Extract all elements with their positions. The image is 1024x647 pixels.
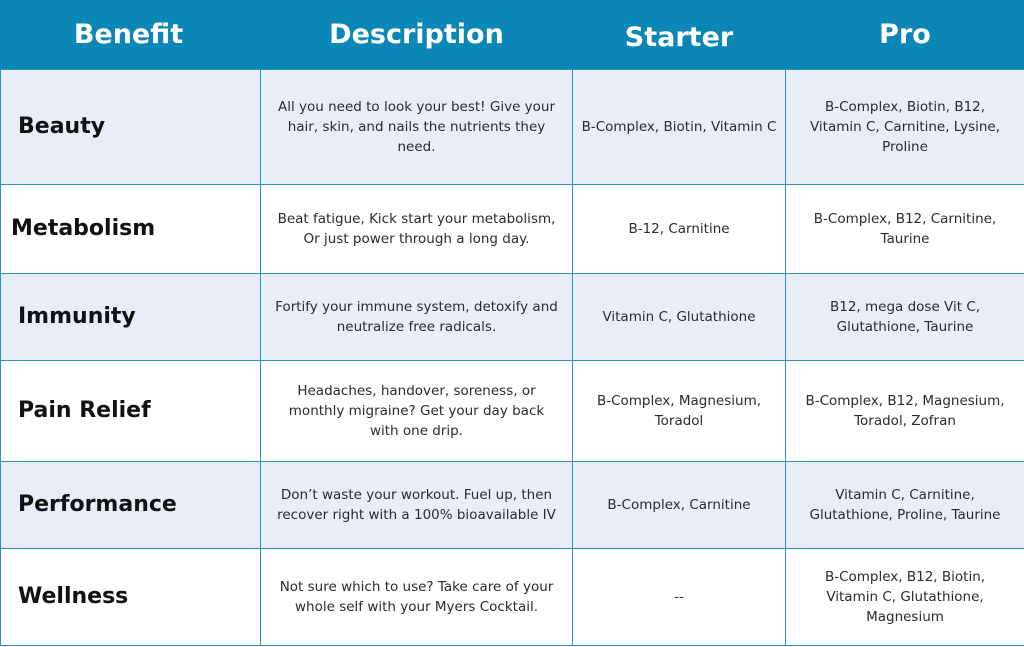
header-pro: Pro <box>786 0 1024 69</box>
benefit-name: Performance <box>1 461 261 548</box>
table-row <box>1 461 1024 548</box>
benefit-description: Don’t waste your workout. Fuel up, then recover right with a 100% bioavailable IV <box>261 461 573 548</box>
benefit-name: Pain Relief <box>1 360 261 461</box>
benefit-description: Fortify your immune system, detoxify and neutralize free radicals. <box>261 273 573 360</box>
benefit-name: Metabolism <box>1 184 261 273</box>
benefit-description: All you need to look your best! Give your hair, skin, and nails the nutrients they need. <box>261 69 573 184</box>
benefit-name: Beauty <box>1 69 261 184</box>
header-benefit: Benefit <box>1 0 261 69</box>
pro-ingredients: B-Complex, B12, Carnitine, Taurine <box>786 184 1024 273</box>
benefit-description: Not sure which to use? Take care of your whole self with your Myers Cocktail. <box>261 548 573 645</box>
header-starter: Starter <box>573 0 786 69</box>
table-row <box>1 273 1024 360</box>
starter-ingredients: Vitamin C, Glutathione <box>573 273 786 360</box>
table-header-row <box>1 0 1024 69</box>
pro-ingredients: B-Complex, B12, Biotin, Vitamin C, Glutathione, Magnesium <box>786 548 1024 645</box>
table-row <box>1 69 1024 184</box>
pro-ingredients: B12, mega dose Vit C, Glutathione, Taurine <box>786 273 1024 360</box>
benefit-description: Headaches, handover, soreness, or monthly migraine? Get your day back with one drip. <box>261 360 573 461</box>
table-row <box>1 548 1024 645</box>
benefit-description: Beat fatigue, Kick start your metabolism, Or just power through a long day. <box>261 184 573 273</box>
starter-ingredients: B-Complex, Biotin, Vitamin C <box>573 69 786 184</box>
benefit-name: Immunity <box>1 273 261 360</box>
starter-ingredients: B-12, Carnitine <box>573 184 786 273</box>
pro-ingredients: B-Complex, B12, Magnesium, Toradol, Zofran <box>786 360 1024 461</box>
pro-ingredients: Vitamin C, Carnitine, Glutathione, Proline, Taurine <box>786 461 1024 548</box>
starter-ingredients: B-Complex, Magnesium, Toradol <box>573 360 786 461</box>
table-row <box>1 184 1024 273</box>
benefit-name: Wellness <box>1 548 261 645</box>
starter-ingredients: -- <box>573 548 786 645</box>
pro-ingredients: B-Complex, Biotin, B12, Vitamin C, Carnitine, Lysine, Proline <box>786 69 1024 184</box>
table-row <box>1 360 1024 461</box>
starter-ingredients: B-Complex, Carnitine <box>573 461 786 548</box>
header-description: Description <box>261 0 573 69</box>
